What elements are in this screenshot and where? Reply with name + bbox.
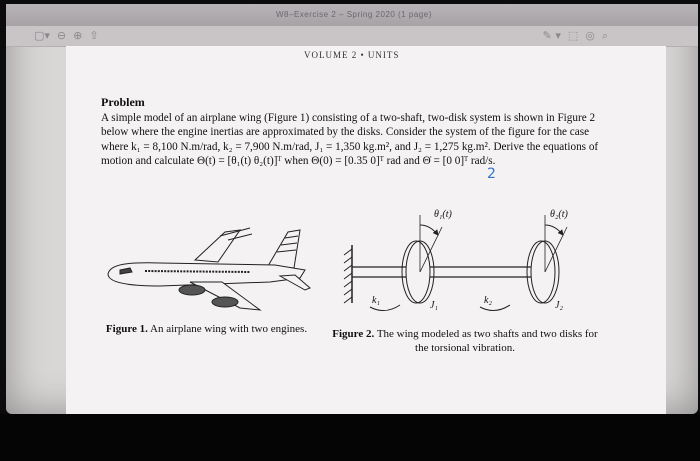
problem-heading: Problem — [101, 95, 145, 109]
markup-tools-icon[interactable]: ✎ ▾ ⬚ ◎ ⌕ — [542, 29, 608, 42]
figure-1-label: Figure 1. — [105, 323, 148, 335]
window-title: W8–Exercise 2 – Spring 2020 (1 page) — [276, 10, 432, 19]
k1-label: k₁ — [372, 295, 380, 306]
k2-label: k₂ — [484, 295, 492, 306]
title-bar — [6, 4, 698, 27]
problem-body: A simple model of an airplane wing (Figure 1) consisting of a two-shaft, two-disk system is shown in Figure 2 below where the engine inertias are approximated by the disks. Consider the system of the figure for the case where k₁ = 8,100 N.m/rad, k₂ = 7,900 N.m/rad, J₁ = 1,350 kg.m², and J₂ = 1,275 kg.m². Derive the equations of motion and calculate Θ(t) = [θ₁(t) θ₂(t)]ᵀ when Θ(0) = [0.35 0]ᵀ rad and Θ̇ = [0 0]ᵀ rad/s. — [101, 112, 599, 168]
figure-1-caption — [104, 322, 309, 336]
figure-2-caption — [330, 327, 600, 355]
monitor-bezel — [0, 414, 700, 461]
running-header: VOLUME 2 • UNITS — [304, 50, 400, 60]
j2-label: J₂ — [555, 300, 563, 311]
airplane-icon — [108, 228, 310, 310]
figure-1-text: An airplane wing with two engines. — [150, 323, 308, 335]
figure-1-airplane — [100, 218, 315, 318]
shaft-2 — [430, 267, 545, 277]
sidebar-toggle-icon[interactable]: ▢▾ ⊖ ⊕ ⇧ — [34, 29, 99, 42]
theta1-label: θ₁(t) — [434, 209, 452, 220]
figure-2-label: Figure 2. — [332, 328, 375, 340]
handwritten-annotation: 2 — [487, 166, 496, 182]
toolbar — [6, 26, 698, 47]
figure-2-text: The wing modeled as two shafts and two disks for the torsional vibration. — [376, 328, 598, 354]
figure-2-torsional-model — [330, 205, 600, 315]
theta2-label: θ₂(t) — [550, 209, 568, 220]
j1-label: J₁ — [430, 300, 438, 311]
